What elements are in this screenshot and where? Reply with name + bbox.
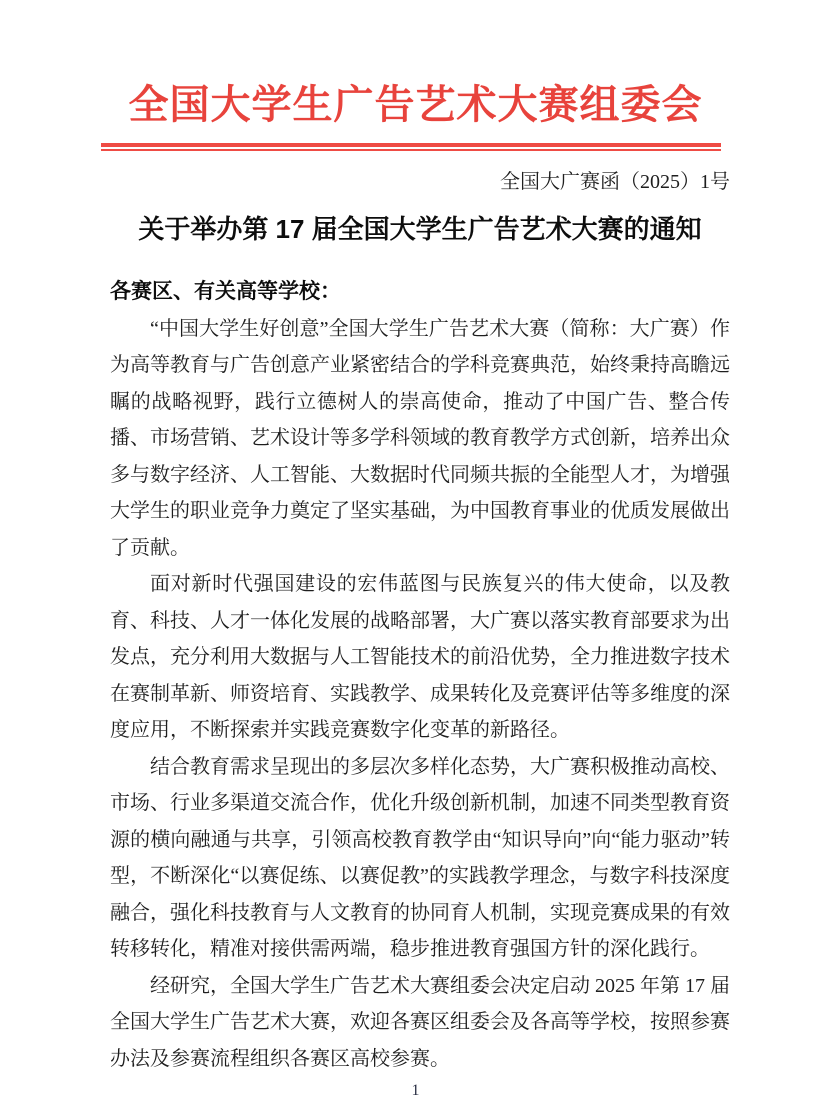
org-title: 全国大学生广告艺术大赛组委会	[128, 82, 703, 127]
red-divider-line	[101, 143, 721, 151]
paragraph-education: 结合教育需求呈现出的多层次多样化态势，大广赛积极推动高校、市场、行业多渠道交流合作，优化升级创新机制，加速不同类型教育资源的横向融通与共享，引领高校教育教学由“知识导向”向“能力驱动”转型，不断深化“以赛促练、以赛促教”的实践教学理念，与数字科技深度融合，强化科技教育与人文教育的协同育人机制，实现竞赛成果的有效转移转化，精准对接供需两端，稳步推进教育强国方针的深化践行。	[110, 755, 730, 960]
doc-reference-number: 全国大广赛函（2025）1号	[500, 171, 730, 193]
notice-title: 关于举办第 17 届全国大学生广告艺术大赛的通知	[138, 214, 702, 244]
document-content	[110, 169, 730, 1077]
salutation: 各赛区、有关高等学校：	[110, 280, 341, 303]
paragraph-decision: 经研究，全国大学生广告艺术大赛组委会决定启动 2025 年第 17 届全国大学生广告艺术大赛，欢迎各赛区组委会及各高等学校，按照参赛办法及参赛流程组织各赛区高校参赛。	[110, 974, 730, 1070]
paragraph-intro: “中国大学生好创意”全国大学生广告艺术大赛（简称：大广赛）作为高等教育与广告创意产业紧密结合的学科竞赛典范，始终秉持高瞻远瞩的战略视野，践行立德树人的崇高使命，推动了中国广告、整合传播、市场营销、艺术设计等多学科领域的教育教学方式创新，培养出众多与数字经济、人工智能、大数据时代同频共振的全能型人才，为增强大学生的职业竞争力奠定了坚实基础，为中国教育事业的优质发展做出了贡献。	[110, 317, 730, 559]
page-number: 1	[411, 1082, 420, 1099]
paragraph-strategy: 面对新时代强国建设的宏伟蓝图与民族复兴的伟大使命，以及教育、科技、人才一体化发展的战略部署，大广赛以落实教育部要求为出发点，充分利用大数据与人工智能技术的前沿优势，全力推进数字技术在赛制革新、师资培育、实践教学、成果转化及竞赛评估等多维度的深度应用，不断探索并实践竞赛数字化变革的新路径。	[110, 573, 730, 741]
